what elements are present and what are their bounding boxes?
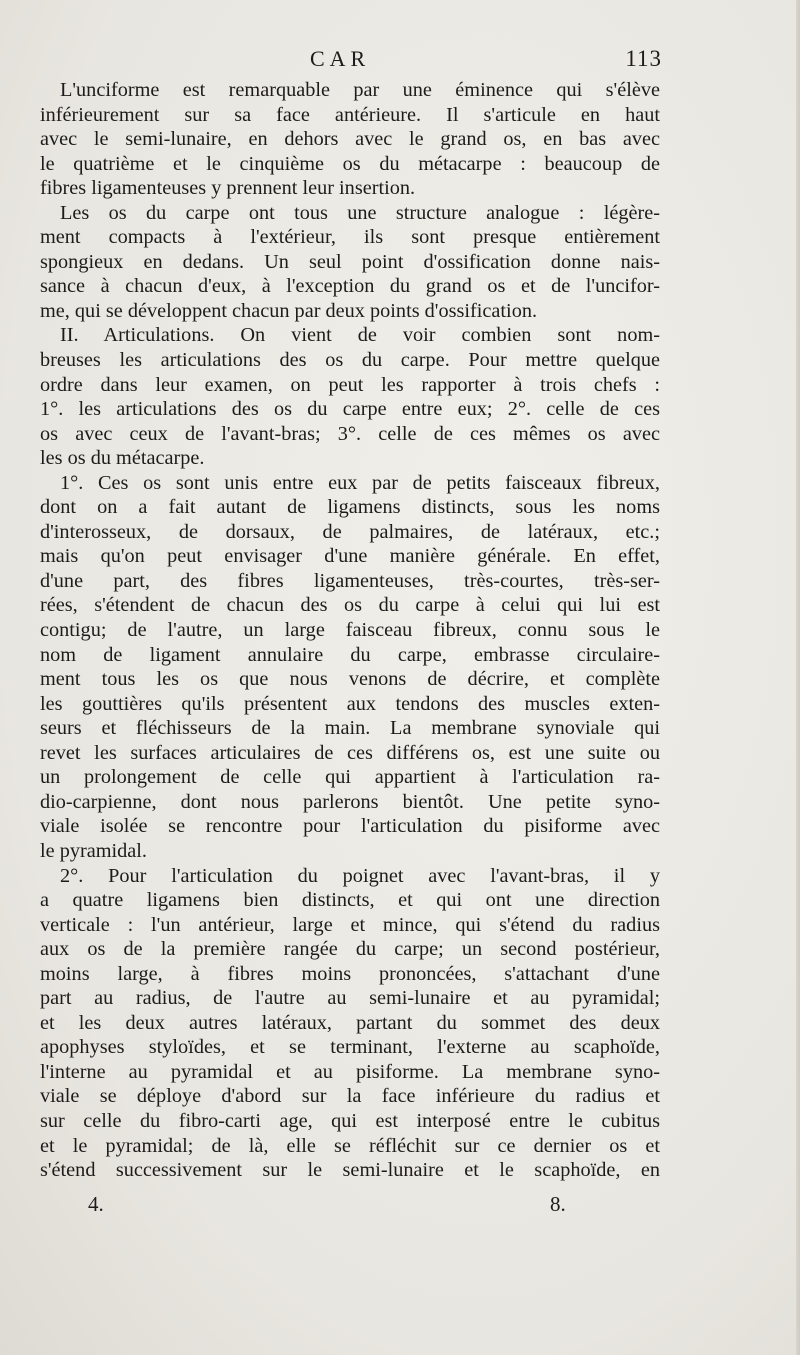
text-line: L'unciforme est remarquable par une éminence qui s'élève [60,79,660,101]
text-line: le quatrième et le cinquième os du métacarpe : beaucoup de [40,152,660,175]
text-line: a quatre ligamens bien distincts, et qui ont une direction [40,889,660,912]
text-line: II. Articulations. On vient de voir combien sont nom- [60,324,660,347]
text-line: rées, s'étendent de chacun des os du carpe à celui qui lui est [40,594,660,617]
text-line: viale se déploye d'abord sur la face inférieure du radius et [40,1085,660,1108]
text-line: aux os de la première rangée du carpe; un second postérieur, [40,938,660,961]
page-edge [796,0,800,1355]
text-line: avec le semi-lunaire, en dehors avec le grand os, en bas avec [40,128,660,151]
text-line: sance à chacun d'eux, à l'exception du grand os et de l'uncifor- [40,275,660,298]
running-head: CAR [310,46,371,71]
text-line: 1°. Ces os sont unis entre eux par de petits faisceaux fibreux, [60,471,660,494]
text-line: Les os du carpe ont tous une structure analogue : légère- [60,201,660,224]
page-number: 113 [625,46,662,71]
text-line: apophyses styloïdes, et se terminant, l'externe au scaphoïde, [40,1036,660,1059]
text-line: l'interne au pyramidal et au pisiforme. La membrane syno- [40,1060,660,1083]
text-line: 2°. Pour l'articulation du poignet avec l'avant-bras, il y [60,864,660,887]
body-text [40,78,660,1183]
signature-mark-left: 4. [88,1192,104,1216]
text-line: 1°. les articulations des os du carpe entre eux; 2°. celle de ces [40,398,660,421]
text-line: nom de ligament annulaire du carpe, embrasse circulaire- [40,643,660,666]
text-line: revet les surfaces articulaires de ces différens os, est une suite ou [40,741,660,764]
page-footer [40,1192,660,1222]
text-line: ordre dans leur examen, on peut les rapporter à trois chefs : [40,373,660,396]
page-header [40,46,660,76]
text-line: le pyramidal. [40,839,148,862]
text-line: os avec ceux de l'avant-bras; 3°. celle de ces mêmes os avec [40,422,660,445]
text-line: seurs et fléchisseurs de la main. La membrane synoviale qui [40,717,660,740]
text-line: inférieurement sur sa face antérieure. Il s'articule en haut [40,103,660,126]
text-line: breuses les articulations des os du carpe. Pour mettre quelque [40,349,660,372]
text-line: viale isolée se rencontre pour l'articulation du pisiforme avec [40,815,660,838]
text-line: dio-carpienne, dont nous parlerons bientôt. Une petite syno- [40,790,660,813]
text-line: spongieux en dedans. Un seul point d'ossification donne nais- [40,250,660,273]
text-line: s'étend successivement sur le semi-lunaire et le scaphoïde, en [40,1159,660,1182]
text-line: moins large, à fibres moins prononcées, s'attachant d'une [40,962,660,985]
text-line: un prolongement de celle qui appartient à l'articulation ra- [40,766,660,789]
text-line: d'une part, des fibres ligamenteuses, très-courtes, très-ser- [40,569,660,592]
text-line: et les deux autres latéraux, partant du sommet des deux [40,1011,660,1034]
text-line: et le pyramidal; de là, elle se réfléchit sur ce dernier os et [40,1134,660,1157]
text-line: verticale : l'un antérieur, large et mince, qui s'étend du radius [40,913,660,936]
text-line: d'interosseux, de dorsaux, de palmaires, de latéraux, etc.; [40,520,660,543]
text-line: les os du métacarpe. [40,447,205,470]
text-line: ment compacts à l'extérieur, ils sont presque entièrement [40,226,660,249]
signature-mark-right: 8. [550,1192,566,1216]
text-line: les gouttières qu'ils présentent aux tendons des muscles exten- [40,692,660,715]
text-line: contigu; de l'autre, un large faisceau fibreux, connu sous le [40,619,660,642]
text-line: fibres ligamenteuses y prennent leur insertion. [40,177,416,200]
text-line: sur celle du fibro-carti age, qui est interposé entre le cubitus [40,1109,660,1132]
text-line: part au radius, de l'autre au semi-lunaire et au pyramidal; [40,987,660,1010]
text-line: ment tous les os que nous venons de décrire, et complète [40,668,660,691]
text-line: mais qu'on peut envisager d'une manière générale. En effet, [40,545,660,568]
text-line: me, qui se développent chacun par deux points d'ossification. [40,299,538,322]
text-line: dont on a fait autant de ligamens distincts, sous les noms [40,496,660,519]
